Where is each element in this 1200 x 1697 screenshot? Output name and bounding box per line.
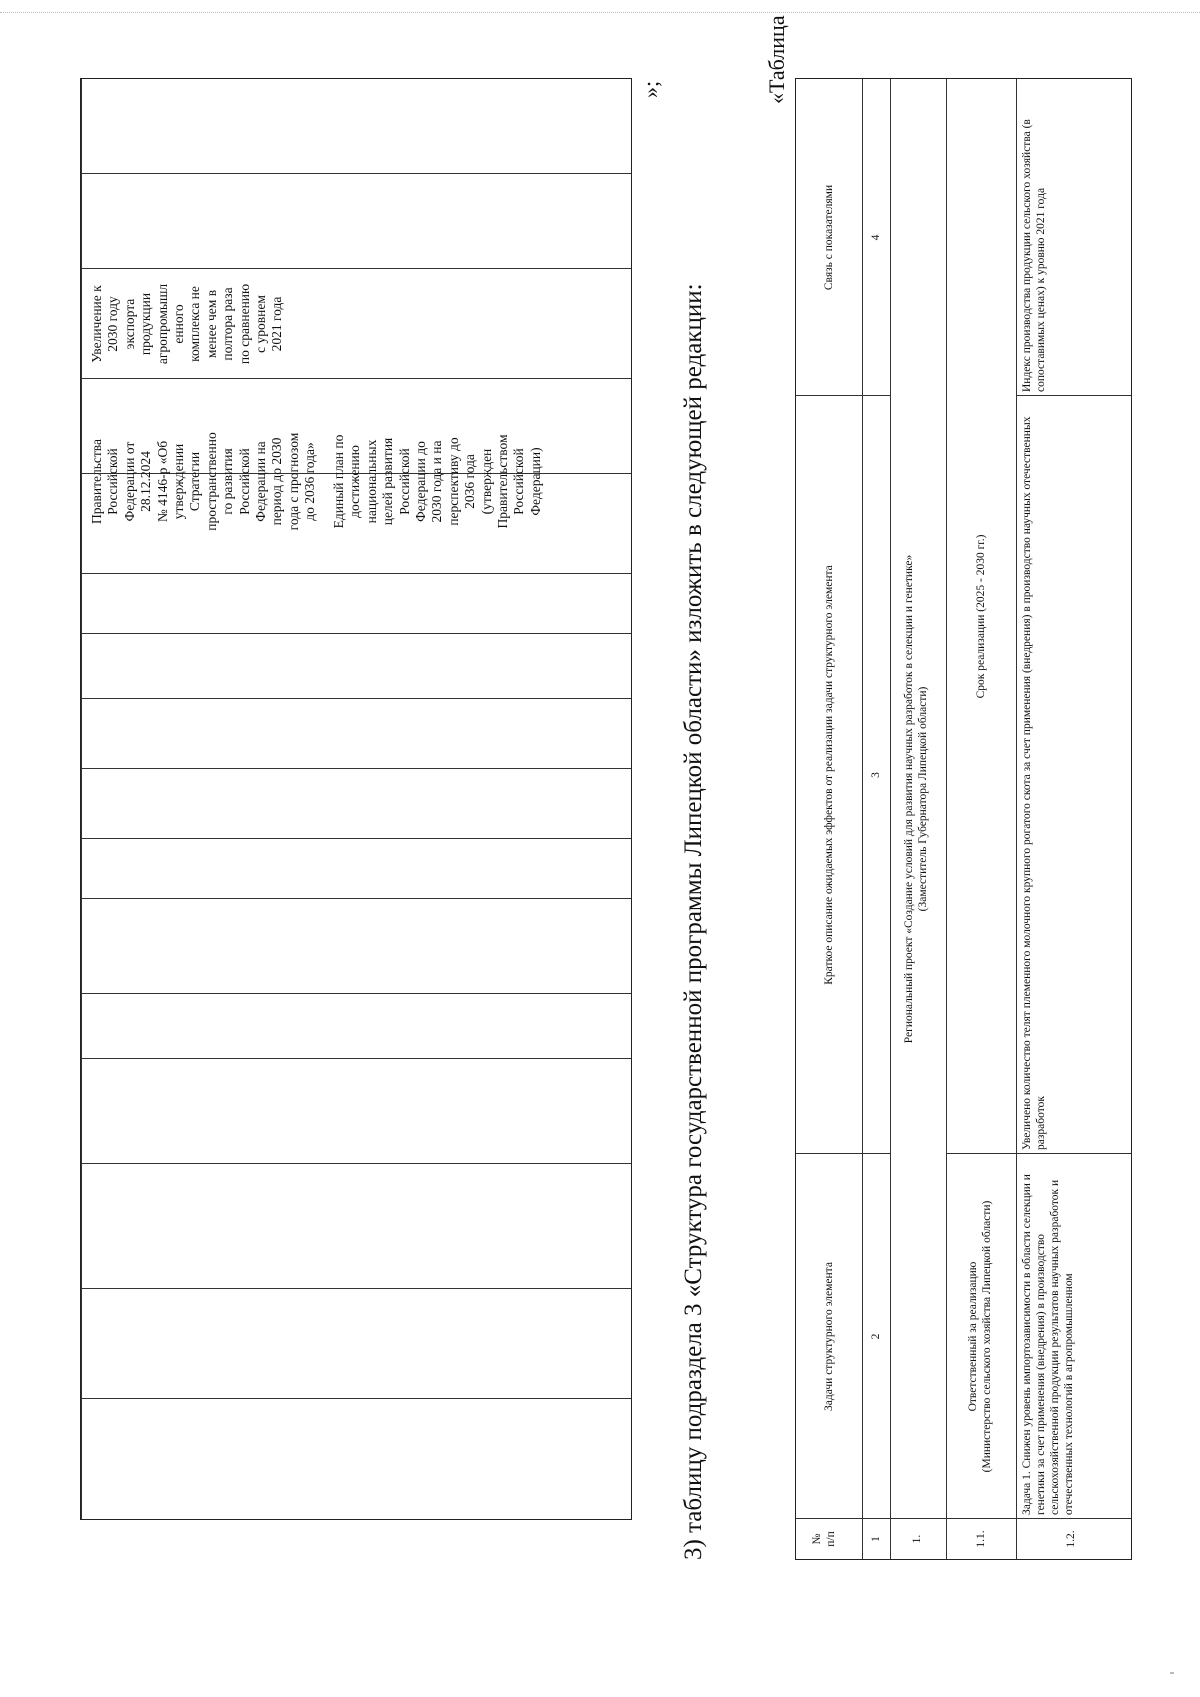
page-top-border bbox=[0, 12, 1200, 13]
row-line bbox=[1016, 79, 1017, 1559]
cont-col-line bbox=[81, 1288, 631, 1289]
colnum-1: 1 bbox=[870, 1536, 882, 1542]
row-line bbox=[890, 79, 891, 1559]
row12-num: 1.2. bbox=[1065, 1530, 1077, 1548]
page-corner-mark bbox=[1170, 1672, 1174, 1674]
row1-num: 1. bbox=[911, 1534, 923, 1544]
effect-text: Увеличено количество телят племенного молочного крупного рогатого скота за счет применения (внедрения) в производство научных отечественных разработок bbox=[1021, 416, 1047, 1150]
cont-col-line bbox=[81, 268, 631, 269]
export-text: Увеличение к 2030 году экспорта продукции агропромышл енного комплекса не менее чем в полтора раза по сравнению с уровнем 2021 года bbox=[89, 283, 285, 365]
cont-col-line bbox=[81, 698, 631, 699]
row-line bbox=[946, 79, 947, 1559]
regional-project-title: Региональный проект «Создание условий для развития научных разработок в селекции и генетике» (Заместитель Губернатора Липецкой области) bbox=[903, 554, 929, 1044]
col-line bbox=[1016, 395, 1131, 396]
indicator-link-text: Индекс производства продукции сельского хозяйства (в сопоставимых ценах) к уровню 2021 года bbox=[1021, 119, 1047, 392]
cont-col-line bbox=[81, 173, 631, 174]
header-links: Связь с показателями bbox=[823, 184, 835, 291]
cont-col-line bbox=[81, 573, 631, 574]
cont-col-line bbox=[81, 898, 631, 899]
structure-table bbox=[795, 78, 1132, 1560]
header-tasks: Задачи структурного элемента bbox=[823, 1262, 835, 1411]
col-line bbox=[1016, 1153, 1131, 1154]
col-line bbox=[796, 1518, 1131, 1519]
colnum-2: 2 bbox=[870, 1333, 882, 1340]
closing-mark: »; bbox=[638, 80, 663, 98]
amendment-heading: 3) таблицу подраздела 3 «Структура государственной программы Липецкой области» изложить в следующей редакции: bbox=[680, 283, 707, 1560]
cont-row-line bbox=[81, 79, 82, 1519]
cont-col-line bbox=[81, 768, 631, 769]
continuation-table bbox=[80, 78, 632, 1520]
colnum-3: 3 bbox=[870, 772, 882, 778]
cont-col-line bbox=[81, 1163, 631, 1164]
table-label: «Таблица bbox=[764, 15, 789, 104]
cont-col-line bbox=[81, 1058, 631, 1059]
task-1-text: Задача 1. Снижен уровень импортозависимости в области селекции и генетики за счет применения (внедрения) в производство сельскохозяйственной продукции результатов научных разработок и отечественных технологий в агропромышленном bbox=[1021, 1174, 1075, 1515]
header-num: № п/п bbox=[811, 1531, 837, 1547]
responsible-text: Ответственный за реализацию (Министерство сельского хозяйства Липецкой области) bbox=[967, 1200, 993, 1473]
term-text: Срок реализации (2025 - 2030 гг.) bbox=[975, 534, 987, 699]
cont-col-line bbox=[81, 633, 631, 634]
strategy-text: Правительства Российской Федерации от 28.12.2024 № 4146-р «Об утверждении Стратегии пространственно го развития Российской Федерации на период до 2030 года с прогнозом до 2036 года» bbox=[89, 432, 318, 531]
cont-col-line bbox=[81, 378, 631, 379]
unified-plan-text: Единый план по достижению национальных целей развития Российской Федерации до 2030 года и на перспективу до 2036 года (утвержден Правительством Российской Федерации) bbox=[331, 434, 543, 529]
cont-col-line bbox=[81, 1398, 631, 1399]
cont-col-line bbox=[81, 838, 631, 839]
cont-col-line bbox=[81, 993, 631, 994]
rotated-page bbox=[40, 15, 1140, 1660]
row11-num: 1.1. bbox=[975, 1530, 987, 1548]
colnum-4: 4 bbox=[870, 234, 882, 241]
row-line bbox=[862, 79, 863, 1559]
header-effects: Краткое описание ожидаемых эффектов от реализации задачи структурного элемента bbox=[823, 565, 835, 985]
